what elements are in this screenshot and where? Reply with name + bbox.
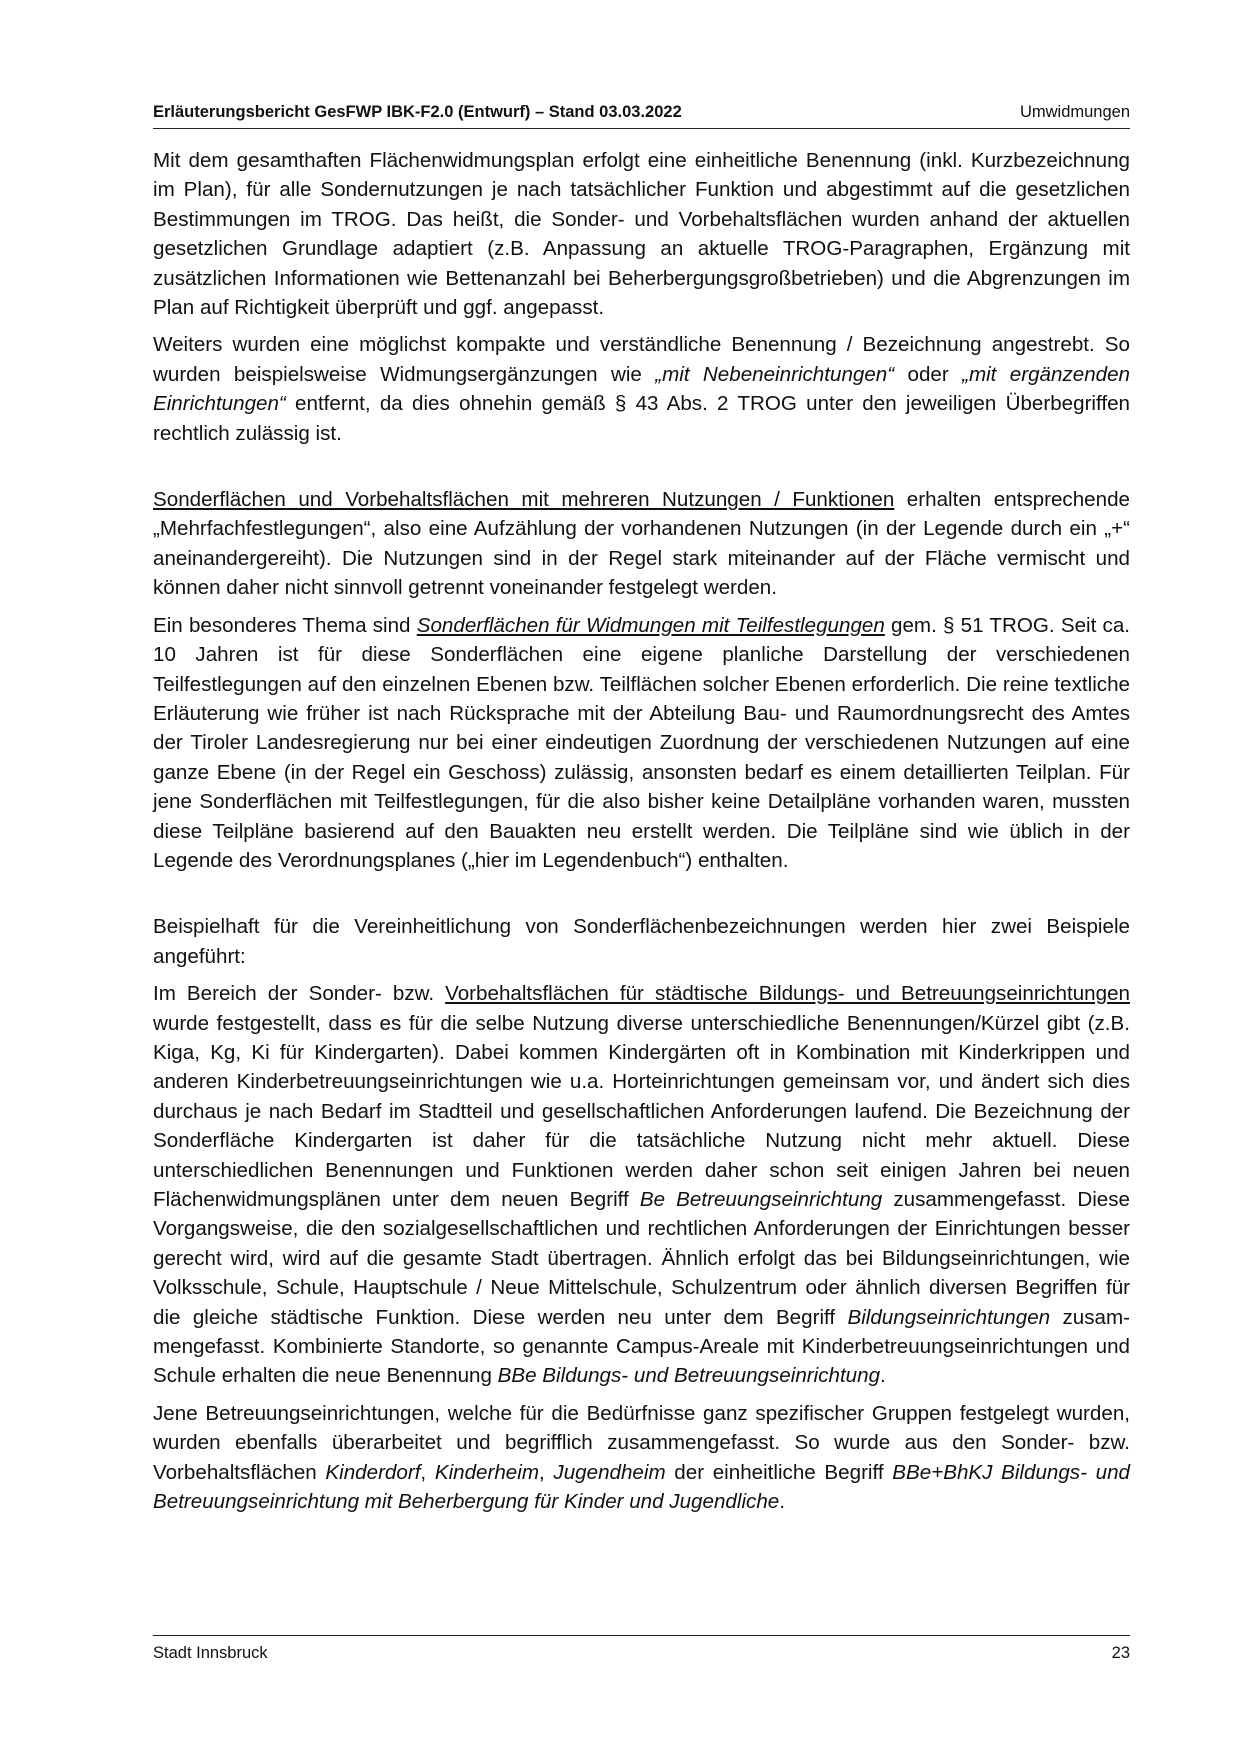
italic-term: Kinderdorf (325, 1460, 421, 1484)
document-title: Erläuterungsbericht GesFWP IBK-F2.0 (Entwurf) – Stand 03.03.2022 (153, 103, 682, 121)
text-run: oder (894, 362, 963, 386)
underlined-term: Sonderflächen und Vorbehaltsflächen mit mehreren Nutzungen / Funktionen (153, 488, 895, 512)
text-run: , (539, 1460, 554, 1484)
text-run: der einheitliche Begriff (665, 1460, 893, 1484)
page-number: 23 (1111, 1644, 1130, 1662)
body-text (153, 146, 1130, 1524)
text-run: . (880, 1364, 886, 1388)
italic-term: BBe+BhKJ Bildungs- und Betreuungseinrichtung mit Beherbergung für Kinder und Jugendliche (153, 1460, 1130, 1514)
page-header (153, 100, 1130, 129)
page-footer (153, 1635, 1130, 1676)
text-run: Jene Betreuungseinrichtungen, welche für die Bedürfnisse ganz spezifischer Gruppen festgelegt wurden, wurden ebenfalls überarbeitet und begrifflich zusammengefasst. So wurde aus den Sonder- bzw. Vorbehaltsflächen (153, 1401, 1130, 1484)
italic-term: Be Betreuungseinrichtung (639, 1188, 883, 1211)
text-run: , (420, 1460, 435, 1484)
text-run: gem. § 51 TROG. Seit ca. 10 Jahren ist für diese Sonderflächen eine eigene planliche Darstellung der verschiedenen Teilfestlegungen auf den einzelnen Ebenen bzw. Teilflächen solcher Ebenen erforderlich. Die reine textliche Erläuterung wie früher ist nach Rücksprache mit der Abteilung Bau- und Raumordnungsrecht des Amtes der Tiroler Landesregierung nur bei einer eindeutigen Zuordnung der verschiedenen Nutzungen auf eine ganze Ebene (in der Regel ein Geschoss) zulässig, ansonsten bedarf es einem detaillierten Teilplan. Für jene Sonderflächen mit Teilfestlegungen, für die also bisher keine Detailpläne vorhanden waren, mussten diese Teilpläne basierend auf den Bauakten neu erstellt werden. Die Teilpläne sind wie üblich in der Legende des Verordnungsplanes („hier im Legendenbuch“) enthalten. (153, 613, 1131, 872)
footer-organization: Stadt Innsbruck (153, 1644, 268, 1662)
text-run: Ein besonderes Thema sind (153, 613, 417, 637)
italic-term: Kinderheim (434, 1460, 539, 1484)
underlined-italic-term: Sonderflächen für Widmungen mit Teilfestlegungen (416, 613, 885, 637)
text-run: Weiters wurden eine möglichst kompakte und verständliche Benennung / Bezeichnung angestrebt. So wurden beispielsweise Widmungsergänzungen wie (153, 333, 1130, 386)
text-run: zusammengefasst. Kombinierte Standorte, so genannte Campus-Areale mit Kinderbetreuungseinrichtungen und Schule erhalten die neue Benennung (153, 1305, 1130, 1388)
paragraph-3 (153, 485, 1130, 603)
italic-term: Bildungseinrichtungen (847, 1305, 1051, 1329)
section-title: Umwidmungen (1019, 103, 1130, 121)
underlined-term: Vorbehaltsflächen für städtische Bildungs- und Betreuungseinrichtungen (445, 982, 1130, 1006)
italic-term: Jugendheim (553, 1460, 666, 1484)
text-run: . (779, 1490, 785, 1514)
text-run: wurde festgestellt, dass es für die selbe Nutzung diverse unterschiedliche Benennungen/Kürzel gibt (z.B. Kiga, Kg, Ki für Kindergarten). Dabei kommen Kindergärten oft in Kombination mit Kinderkrippen und anderen Kinderbetreuungseinrichtungen wie u.a. Horteinrichtungen gemeinsam vor, und ändert sich dies durchaus je nach Bedarf im Stadtteil und gesellschaftlichen Anforderungen laufend. Die Bezeichnung der Sonderfläche Kindergarten ist daher für die tatsächliche Nutzung nicht mehr aktuell. Diese unterschiedlichen Benennungen und Funktionen werden daher schon seit einigen Jahren bei neuen Flächenwidmungsplänen unter dem neuen Begriff (153, 1011, 1130, 1211)
paragraph-1: Mit dem gesamthaften Flächenwidmungsplan erfolgt eine einheitliche Benennung (inkl. Kurzbezeichnung im Plan), für alle Sondernutzungen je nach tatsächlicher Funktion und abgestimmt auf die gesetzlichen Bestimmungen im TROG. Das heißt, die Sonder- und Vorbehaltsflächen wurden anhand der aktuellen gesetzlichen Grundlage adaptiert (z.B. Anpassung an aktuelle TROG-Paragraphen, Ergänzung mit zusätzlichen Informationen wie Bettenanzahl bei Beherbergungsgroßbetrieben) und die Abgrenzungen im Plan auf Richtigkeit überprüft und ggf. angepasst. (153, 149, 1130, 320)
italic-term: „mit ergänzenden Einrichtungen“ (153, 362, 1131, 416)
paragraph-5: Beispielhaft für die Vereinheitlichung von Sonderflächenbezeichnungen werden hier zwei Beispiele angeführt: (153, 915, 1130, 968)
italic-term: BBe Bildungs- und Betreuungseinrichtung (497, 1364, 881, 1388)
text-run: Im Bereich der Sonder- bzw. (153, 982, 446, 1006)
text-run: entfernt, da dies ohnehin gemäß § 43 Abs. 2 TROG unter den jeweiligen Überbegriffen rechtlich zulässig ist. (153, 392, 1130, 445)
text-run: erhalten entsprechende „Mehrfachfestlegungen“, also eine Aufzählung der vorhandenen Nutzungen (in der Legende durch ein „+“ aneinandergereiht). Die Nutzungen sind in der Regel stark miteinander auf der Fläche vermischt und können daher nicht sinnvoll getrennt voneinander festgelegt werden. (153, 488, 1130, 600)
paragraph-7 (153, 1399, 1130, 1517)
text-run: zusammengefasst. Diese Vorgangsweise, die den sozialgesellschaftlichen und rechtlichen Anforderungen der Einrichtungen besser gerecht wird, wird auf die gesamte Stadt übertragen. Ähnlich erfolgt das bei Bildungseinrichtungen, wie Volksschule, Schule, Hauptschule / Neue Mittelschule, Schulzentrum oder ähnlich diversen Begriffen für die gleiche städtische Funktion. Diese werden neu unter dem Begriff (153, 1188, 1130, 1329)
paragraph-2 (153, 330, 1130, 448)
paragraph-4 (153, 611, 1130, 876)
paragraph-6 (153, 979, 1130, 1391)
italic-term: „mit Nebeneinrichtungen“ (655, 362, 895, 386)
